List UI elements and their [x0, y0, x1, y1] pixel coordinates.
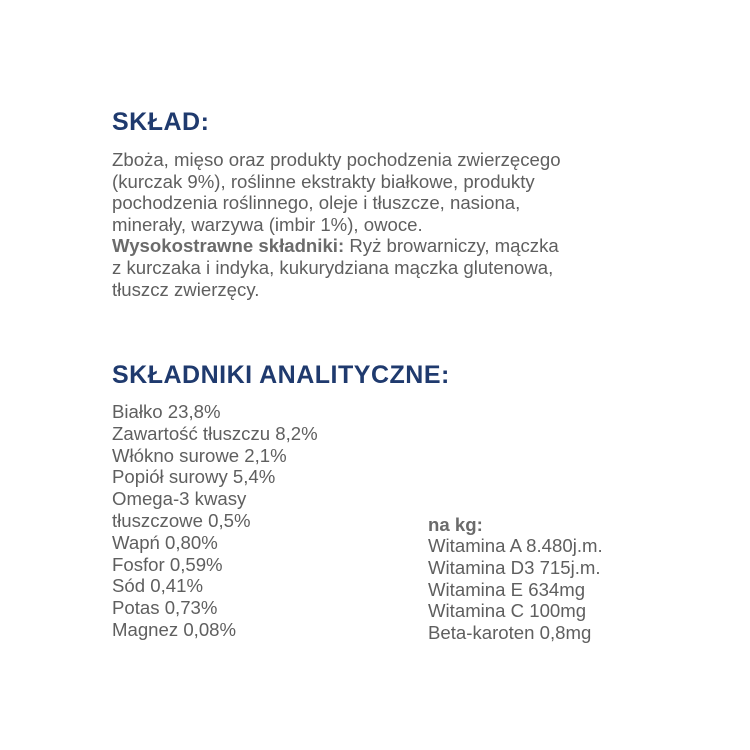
composition-line: tłuszcz zwierzęcy. [112, 278, 260, 300]
list-item: Popiół surowy 5,4% [112, 466, 276, 488]
composition-line: z kurczaka i indyka, kukurydziana mączka glutenowa, [112, 256, 554, 278]
list-item: Włókno surowe 2,1% [112, 444, 287, 466]
list-item: tłuszczowe 0,5% [112, 509, 251, 531]
list-item: Białko 23,8% [112, 401, 221, 422]
list-item: Wapń 0,80% [112, 531, 218, 553]
list-item: Omega-3 kwasy [112, 488, 247, 510]
list-item: Magnez 0,08% [112, 618, 237, 640]
list-item: Witamina A 8.480j.m. [428, 535, 603, 556]
vitamins-list [428, 535, 603, 644]
list-item: Potas 0,73% [112, 597, 218, 619]
per-kg-label: na kg: [428, 514, 483, 535]
high-digestibility-text: Ryż browarniczy, mączka [344, 235, 559, 257]
composition-heading: SKŁAD: [112, 108, 210, 136]
list-item: Witamina C 100mg [428, 600, 587, 622]
list-item: Fosfor 0,59% [112, 553, 223, 575]
list-item: Zawartość tłuszczu 8,2% [112, 422, 318, 444]
high-digestibility-line [112, 235, 672, 257]
composition-line: pochodzenia roślinnego, oleje i tłuszcze, nasiona, [112, 192, 521, 214]
composition-paragraph [112, 149, 672, 300]
composition-line: Zboża, mięso oraz produkty pochodzenia zwierzęcego [112, 149, 561, 170]
list-item: Witamina E 634mg [428, 578, 586, 600]
composition-line: minerały, warzywa (imbir 1%), owoce. [112, 213, 423, 235]
list-item: Witamina D3 715j.m. [428, 556, 601, 578]
analytical-constituents-list [112, 401, 318, 641]
composition-line: (kurczak 9%), roślinne ekstrakty białkowe, produkty [112, 170, 535, 192]
analytical-constituents-heading: SKŁADNIKI ANALITYCZNE: [112, 361, 450, 389]
list-item: Beta-karoten 0,8mg [428, 622, 592, 644]
high-digestibility-label: Wysokostrawne składniki: [112, 235, 345, 257]
list-item: Sód 0,41% [112, 575, 203, 597]
